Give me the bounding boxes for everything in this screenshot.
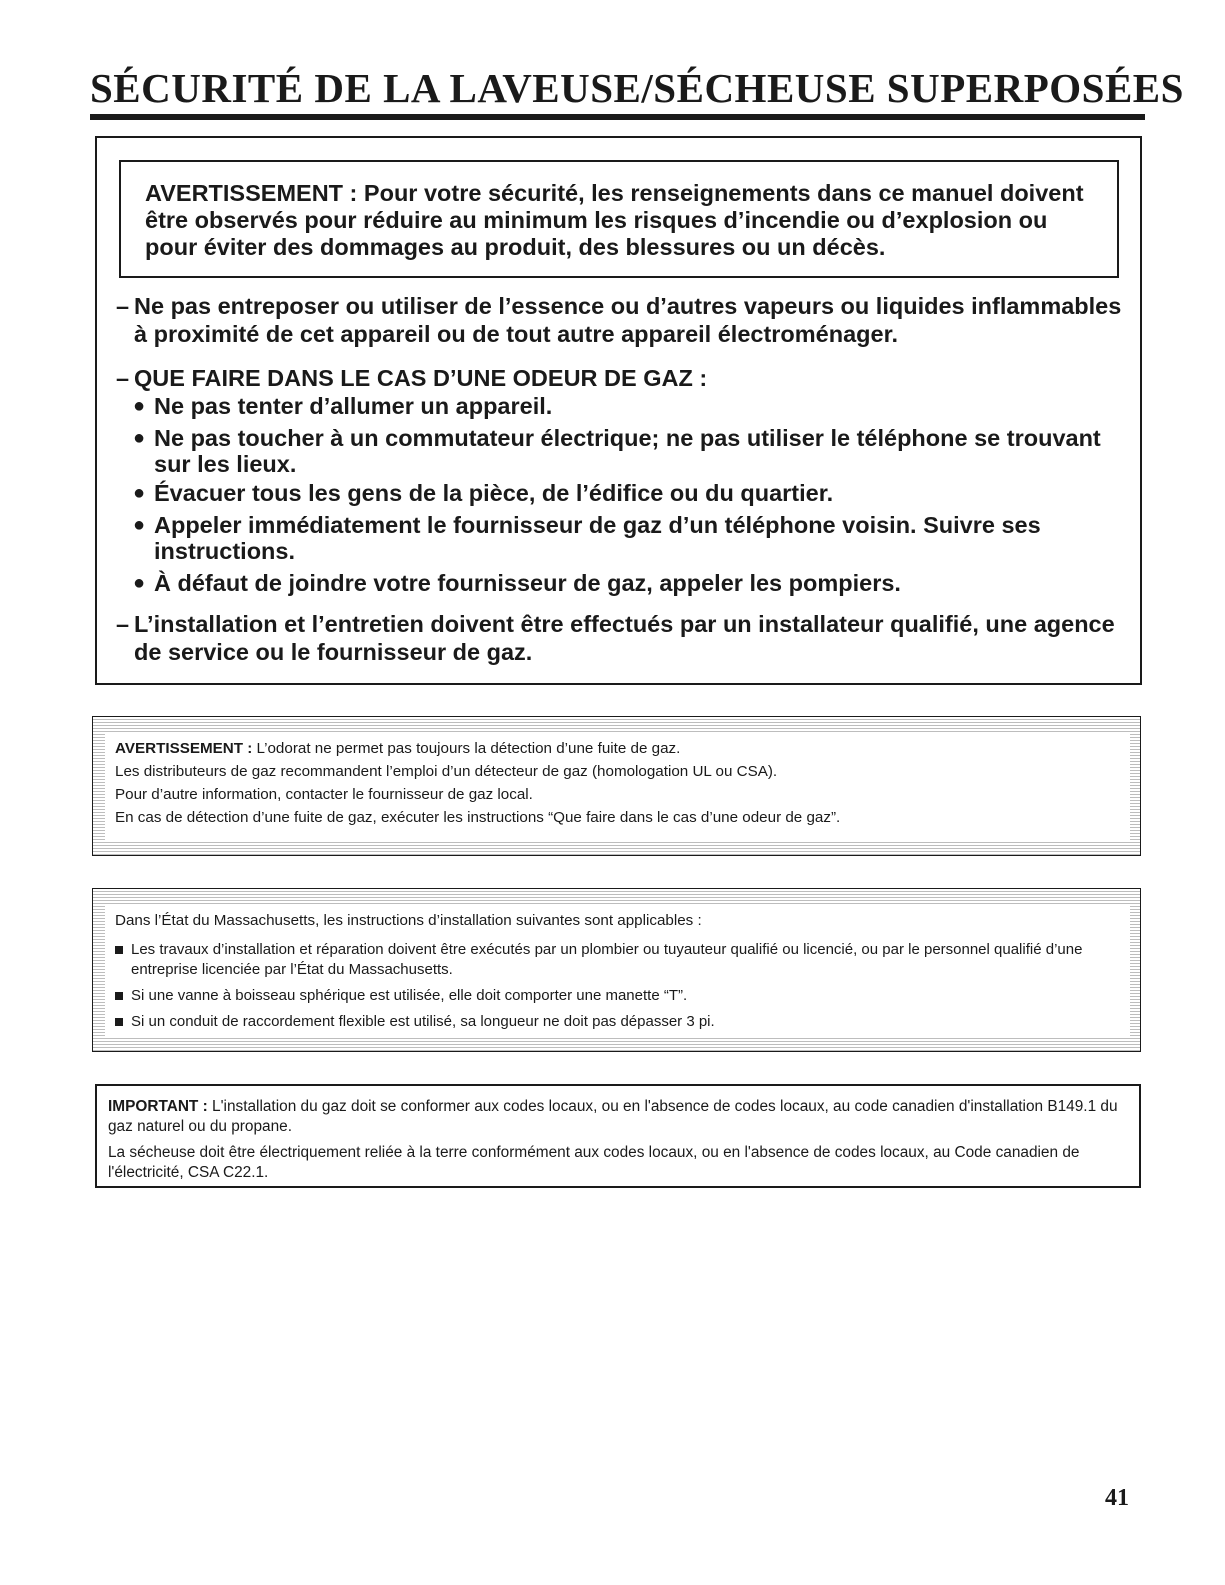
square-bullet-icon — [115, 946, 123, 954]
massachusetts-list-item: Si un conduit de raccordement flexible est utilisé, sa longueur ne doit pas dépasser 3 pi. — [115, 1012, 1120, 1032]
square-bullet-icon — [115, 992, 123, 1000]
odor-warning-line: En cas de détection d’une fuite de gaz, exécuter les instructions “Que faire dans le cas d’une odeur de gaz”. — [115, 809, 841, 826]
bullet-dot: ● — [133, 572, 146, 594]
bullet-dot: ● — [133, 482, 146, 504]
important-text: L'installation du gaz doit se conformer aux codes locaux, ou en l'absence de codes locaux, au code canadien d'installation B149.1 du gaz naturel ou du propane. — [108, 1098, 1118, 1135]
gas-bullet-item: ● Ne pas tenter d’allumer un appareil. — [133, 393, 553, 419]
important-text: La sécheuse doit être électriquement reliée à la terre conformément aux codes locaux, ou en l'absence de codes locaux, au Code canadien de l'électricité, CSA C22.1. — [108, 1144, 1080, 1181]
odor-warning-label: AVERTISSEMENT : — [115, 740, 253, 757]
page-number: 41 — [1105, 1485, 1129, 1511]
important-label: IMPORTANT : — [108, 1098, 208, 1115]
massachusetts-list-item: Si une vanne à boisseau sphérique est utilisée, elle doit comporter une manette “T”. — [115, 986, 1120, 1006]
dash-marker: – — [116, 611, 130, 637]
massachusetts-content — [105, 904, 1130, 1037]
gas-bullet-item: ● Ne pas toucher à un commutateur électrique; ne pas utiliser le téléphone se trouvant sur les lieux. — [133, 425, 1101, 477]
dash-marker: – — [116, 365, 130, 391]
dash-item-gas-odor-heading: – QUE FAIRE DANS LE CAS D’UNE ODEUR DE GAZ : — [116, 365, 708, 391]
important-box — [95, 1084, 1141, 1188]
massachusetts-list — [115, 940, 1120, 1032]
dash-marker: – — [116, 293, 130, 319]
bullet-dot: ● — [133, 427, 146, 449]
massachusetts-box — [92, 888, 1141, 1052]
warning-text: AVERTISSEMENT : Pour votre sécurité, les renseignements dans ce manuel doivent être observés pour réduire au minimum les risques d’incendie ou d’explosion ou pour éviter des dommages au produit, des blessures ou un décès. — [145, 180, 1084, 260]
bullet-dot: ● — [133, 395, 146, 417]
title-underline — [90, 114, 1145, 120]
page-title: SÉCURITÉ DE LA LAVEUSE/SÉCHEUSE SUPERPOSÉES — [90, 65, 1184, 111]
odor-warning-box — [92, 716, 1141, 856]
massachusetts-list-item: Les travaux d’installation et réparation doivent être exécutés par un plombier ou tuyauteur qualifié ou licencié, ou par le personnel qualifié d’une entreprise licenciée par l’État du Massachusetts. — [115, 940, 1120, 980]
odor-warning-content — [105, 732, 1130, 842]
gas-bullet-item: ● À défaut de joindre votre fournisseur de gaz, appeler les pompiers. — [133, 570, 901, 596]
odor-warning-line: Les distributeurs de gaz recommandent l’emploi d’un détecteur de gaz (homologation UL ou CSA). — [115, 763, 778, 780]
odor-warning-line: L’odorat ne permet pas toujours la détection d’une fuite de gaz. — [256, 740, 681, 757]
square-bullet-icon — [115, 1018, 123, 1026]
odor-warning-line: Pour d’autre information, contacter le fournisseur de gaz local. — [115, 786, 533, 803]
massachusetts-intro: Dans l’État du Massachusetts, les instructions d’installation suivantes sont applicables : — [115, 912, 702, 929]
gas-bullet-item: ● Évacuer tous les gens de la pièce, de l’édifice ou du quartier. — [133, 480, 834, 506]
bullet-dot: ● — [133, 514, 146, 536]
dash-item-installation: – L’installation et l’entretien doivent être effectués par un installateur qualifié, une agence de service ou le fournisseur de gaz. — [116, 611, 1115, 665]
warning-box — [119, 160, 1119, 278]
dash-item-flammables: – Ne pas entreposer ou utiliser de l’essence ou d’autres vapeurs ou liquides inflammables à proximité de cet appareil ou de tout autre appareil électroménager. — [116, 293, 1122, 347]
gas-bullet-item: ● Appeler immédiatement le fournisseur de gaz d’un téléphone voisin. Suivre ses instructions. — [133, 512, 1041, 564]
